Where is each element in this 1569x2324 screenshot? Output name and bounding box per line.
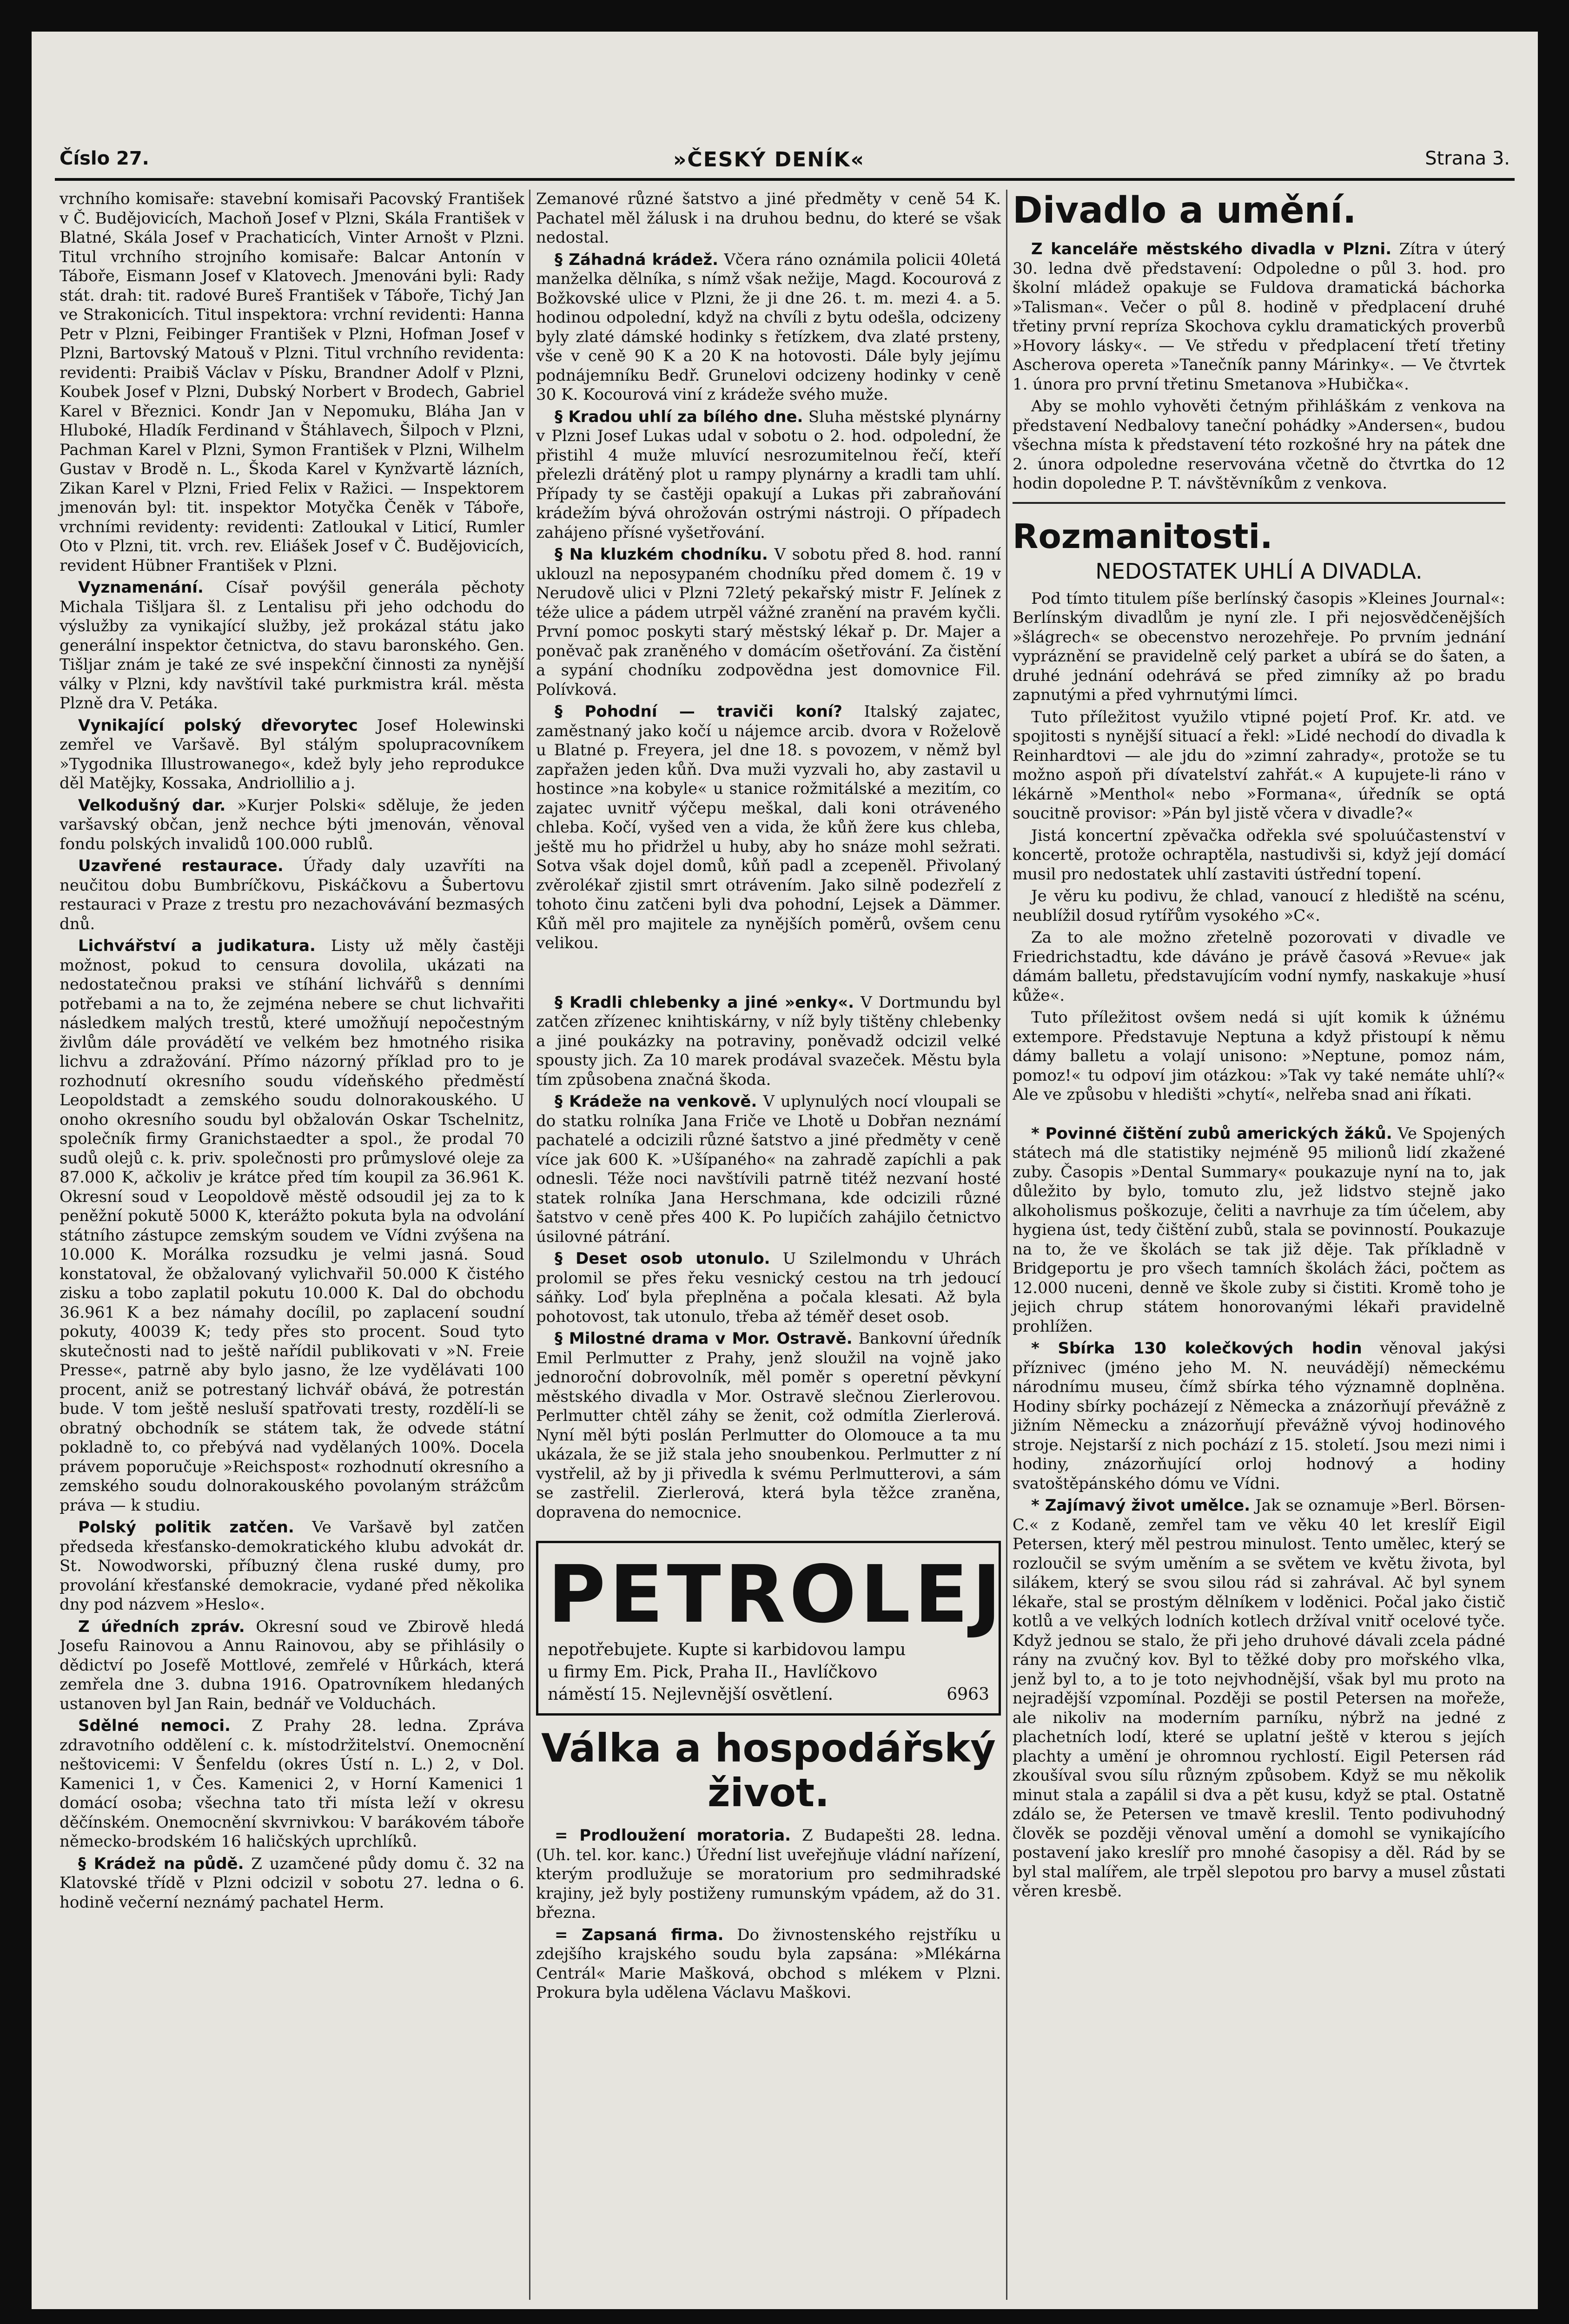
article: vrchního komisaře: stavební komisaři Pacovský František v Č. Budějovicích, Machoň Josef v Plzni, Skála František v Blatné, Skála Josef v Prachaticích, Vinter Arnošt v Plzni. Titul vrchního strojního komisaře: Balcar Antonín v Táboře, Eismann Josef v Klatovech. Jmenováni byli: Rady stát. drah: tit. radové Bureš František v Táboře, Tichý Jan ve Strakonicích. Titul inspektora: vrchní revidenti: Hanna Petr v Plzni, Feibinger František v Plzni, Hofman Josef v Plzni, Bartovský Matouš v Plzni. Titul vrchního revidenta: revidenti: Praibiš Václav v Písku, Brandner Adolf v Plzni, Koubek Josef v Plzni, Dubský Norbert v Brodech, Gabriel Karel v Březnici. Kondr Jan v Nepomuku, Bláha Jan v Hluboké, Hladík Ferdinand v Štáhlavech, Šilpoch v Plzni, Pachman Karel v Plzni, Symon František v Plzni, Wilhelm Gustav v Brodě n. L., Škoda Karel v Kynžvartě lázních, Zikan Karel v Plzni, Fried Felix v Ražici. — Inspektorem jmenován byl: tit. inspektor Motyčka Čeněk v Táboře, vrchními revidenty: revidenti: Zatloukal v Liticí, Rumler Oto v Plzni, tit. vrch. rev. Eliášek Josef v Č. Budějovicích, revident Hübner František v Plzni.	[60, 190, 524, 575]
issue-number: Číslo 27.	[60, 148, 149, 169]
ad-headline: PETROLEJ	[548, 1549, 1005, 1641]
article: Uzavřené restaurace. Úřady daly uzavříti na neučitou dobu Bumbríčkovu, Piskáčkovu a Šubertovu restauraci v Praze z trestu pro nezachovávání bezmasých dnů.	[60, 857, 524, 933]
article: * Sbírka 130 kolečkových hodin věnoval jakýsi příznivec (jméno jeho M. N. neuvádějí) německému národnímu museu, čímž sbírka tého významně doplněna. Hodiny sbírky pocházejí z Německa a znázorňují převážně z jižním Německu a znázorňují převážně vývoj hodinového stroje. Nejstarší z nich pochází z 15. století. Jsou mezi nimi i hodiny, znázorňující orloj hodnový a hodiny svatoštěpánského dómu ve Vídni.	[1013, 1339, 1505, 1493]
column-divider	[529, 190, 530, 2300]
article: § Krádež na půdě. Z uzamčené půdy domu č. 32 na Klatovské třídě v Plzni odcizil v sobotu 27. ledna o 6. hodině večerní neznámý pachatel Herm.	[60, 1854, 525, 1912]
header-rule	[55, 178, 1515, 181]
article: § Deset osob utonulo. U Szilelmondu v Uhrách prolomil se přes řeku vesnický cestou na trh jedoucí sáňky. Loď byla přeplněna a počala klesati. Až byla pohotovost, tak utonulo, třeba až téměř deset osob.	[536, 1249, 1001, 1326]
section-divider	[1013, 502, 1505, 504]
article: Sdělné nemoci. Z Prahy 28. ledna. Zpráva zdravotního oddělení c. k. místodržitelství. Onemocnění neštovicemi: V Šenfeldu (okres Ústí n. L.) 2, v Dol. Kamenici 1, v Čes. Kamenici 2, v Horní Kamenici 1 domácí osoba; všechna tato tři místa leží v okresu děčínském. Onemocnění skvrnivkou: V barákovém táboře německo-brodském 16 haličských uprchlíků.	[60, 1717, 524, 1851]
article: § Na kluzkém chodníku. V sobotu před 8. hod. ranní uklouzl na neposypaném chodníku před domem č. 19 v Nerudově ulici v Plzni 72letý pekařský mistr F. Jelínek z téže ulice a pádem utrpěl vážné zranění na pravém kyčli. První pomoc poskyti starý městský lékař p. Dr. Majer a poněvač pak zraněného v domácím ošetřování. Za čistění a sypání chodníku zodpovědna jest domovnice Fil. Polívková.	[536, 545, 1001, 699]
article: § Milostné drama v Mor. Ostravě. Bankovní úředník Emil Perlmutter z Prahy, jenž sloužil na vojně jako jednoroční dobrovolník, měl poměr s operetní pěvkyní městského divadla v Mor. Ostravě slečnou Zierlerovou. Perlmutter chtěl záhy se ženit, což odmítla Zierlerová. Nyní měl býti poslán Perlmutter do Olomouce a ta mu ukázala, že se již stala jeho snoubenkou. Perlmutter z ní vystřelil, až by ji přivedla k svému Perlmutterovi, a sám se zastřelil. Zierlerová, která byla těžce zraněna, dopravena do nemocnice.	[536, 1329, 1001, 1522]
page-header	[60, 148, 1510, 180]
article: Jistá koncertní zpěvačka odřekla své spoluúčastenství v koncertě, protože ochraptěla, nastudivši si, když její domácí musil pro nedostatek uhlí zastaviti ústřední topení.	[1013, 826, 1505, 884]
section-heading-valka: Válka a hospodářský život.	[541, 1725, 996, 1816]
newspaper-page	[32, 32, 1538, 2309]
article: Lichvářství a judikatura. Listy už měly častěji možnost, pokud to censura dovolila, ukázati na nedostatečnou praksi ve stíhání lichvářů s denními potřebami a na to, že zejména nebere se chut lichvařiti následkem malých trestů, které umožňují nepočestným živlům dále provádětí ve velkém bez hmotného risika lichvu a zdražování. Přímo názorný příklad pro to je rozhodnutí okresního soudu vídeňského předměstí Leopoldstadt a zemského soudu dolnorakouského. U onoho okresního soudu byl obžalován Oskar Tschelnitz, společník firmy Granichstaedter a spol., že prodal 70 sudů olejů c. k. priv. společnosti pro průmyslové oleje za 87.000 K, ačkoliv je krátce před tím koupil za 36.961 K. Okresní soud v Leopoldově městě odsoudil jej za to k peněžní pokutě 5000 K, kterážto pokuta byla na odvolání státního zástupce zemským soudem ve Vídni zvýšena na 10.000 K. Morálka rozsudku je velmi jasná. Soud konstatoval, že obžalovaný vylichvařil 50.000 K čistého zisku a tobo zaplatil pokutu 10.000 K. Dal do obchodu 36.961 K a bez námahy docílil, po zaplacení soudní pokuty, 40039 K; tedy přes sto procent. Soud tyto skutečnosti nad to ještě nařídil publikovati v »N. Freie Presse«, patrně aby bylo jasno, že lze vydělávati 100 procent, aniž se potrestaný lichvář obává, že potrestán bude. V tom ještě nesluší spatřovati tresty, rozdělí-li se obratný obchodník se státem tak, že odvede státní pokladně to, co přebývá nad vydělaných 100%. Docela právem poporučuje »Reichspost« rozhodnutí okresního a zemského soudu dolnorakouského povolaným strážcům práva — k studiu.	[60, 937, 524, 1515]
article: § Kradli chlebenky a jiné »enky«. V Dortmundu byl zatčen zřízenec knihtiskárny, v níž byly tištěny chlebenky a jiné poukázky na potraviny, poněvadž odcizil velké spousty jich. Za 10 marek prodával svazeček. Městu byla tím způsobena značná škoda.	[536, 993, 1001, 1089]
article: § Záhadná krádež. Včera ráno oznámila policii 40letá manželka dělníka, s nímž však nežije, Magd. Kocourová z Božkovské ulice v Plzni, že ji dne 26. t. m. mezi 4. a 5. hodinou odpolední, když na chvíli z bytu odešla, odcizeny byly zlaté dámské hodinky s řetízkem, dva zlaté prsteny, vše v ceně 90 K a 20 K na hotovosti. Dále byly jejímu podnájemníku Bedř. Grunelovi odcizeny hodinky v ceně 30 K. Kocourová viní z krádeže svého muže.	[536, 250, 1001, 404]
article: Za to ale možno zřetelně pozorovati v divadle ve Friedrichstadtu, kde dáváno je právě časová »Revue« jak dámám balletu, představujícím vodní nymfy, naskakuje »husí kůže«.	[1013, 928, 1505, 1005]
section-heading-divadlo: Divadlo a umění.	[1013, 190, 1357, 231]
column-3	[1013, 190, 1505, 1904]
article: Tuto příležitost využilo vtipné pojetí Prof. Kr. atd. ve spojitosti s nynější situací a řekl: »Lidé nechodí do divadla k Reinhardtovi — ale jdu do »zimní zahrady«, protože se tu možno aspoň při dívatelství zahřát.« A kupujete-li ráno v lékárně »Menthol« nebo »Formana«, úředník se optá soucitně provisor: »Pán byl jistě včera v divadle?«	[1013, 707, 1505, 823]
article: Je věru ku podivu, že chlad, vanoucí z hlediště na scénu, neublížil dosud rytířům vysokého »C«.	[1013, 887, 1505, 925]
article: * Povinné čištění zubů amerických žáků. Ve Spojených státech má dle statistiky nejméně 95 milionů lidí zkažené zuby. Časopis »Dental Summary« poukazuje nyní na to, jak důležito by bylo, tomuto zlu, jež lidstvo stejně jako alkoholismus poškozuje, čeliti a navrhuje za tím účelem, aby hygiena úst, tedy čištění zubů, stala se povinností. Poukazuje na to, že ve školách se tak již děje. Tak příkladně v Bridgeportu je pro všech tamních školách žáci, počtem as 12.000 nuceni, denně ve škole zuby si čistiti. Kromě toho je jejich chrup státem honorovanými lékaři pravidelně prohlížen.	[1013, 1124, 1505, 1336]
article: § Pohodní — traviči koní? Italský zajatec, zaměstnaný jako kočí u nájemce arcib. dvora v Roželově u Blatné p. Freyera, jel dne 18. s povozem, v němž byl zapřažen jeden kůň. Dva muži vyzvali ho, aby zastavil u hostince »na kobyle« u stanice rožmitálské a mezitím, co zajatec uvnitř výčepu meškal, dali koni otráveného chleba. Kočí, vyšed ven a vida, že kůň žere kus chleba, ještě mu ho přidržel u huby, aby ho snáze mohl sežrati. Sotva však dojel domů, kůň padl a zcepeněl. Přivolaný zvěrolékař zjistil smrt otrávením. Jako silně podezřelí z tohoto činu zatčeni byli dva pohodní, Lejsek a Dämmer. Kůň měl pro majitele za nynějších poměrů, ovšem cenu velikou.	[536, 702, 1001, 952]
article: Polský politik zatčen. Ve Varšavě byl zatčen předseda křesťansko-demokratického klubu advokát dr. St. Nowodworski, příbuzný člena ruské dumy, pro provolání křesťanské demokracie, vydané před několika dny pod názvem »Heslo«.	[60, 1518, 525, 1614]
article: Vyznamenání. Císař povýšil generála pěchoty Michala Tišljara šl. z Lentalisu při jeho odchodu do výslužby za vynikající služby, jež prokázal státu jako generální inspektor četnictva, do stavu baronského. Gen. Tišljar znám je také ze své inspekční činnosti za nynější války v Plzni, kdy navštívil také purkmistra král. města Plzně dra V. Petáka.	[60, 578, 524, 713]
newspaper-title: »ČESKÝ DENÍK«	[673, 148, 865, 172]
column-divider	[1006, 190, 1007, 2300]
petrolej-advertisement	[536, 1541, 1005, 1716]
article: Z úředních zpráv. Okresní soud ve Zbirově hledá Josefu Rainovou a Annu Rainovou, aby se přihlásily o dědictví po Josefě Mottlové, zemřelé v Hůrkách, která zemřela dne 3. dubna 1916. Opatrovníkem hledaných ustanoven byl Jan Rain, bednář ve Volduchách.	[60, 1617, 525, 1713]
article: Pod tímto titulem píše berlínský časopis »Kleines Journal«: Berlínským divadlům je nyní zle. I při nejosvědčenějších »šlágrech« se obecenstvo nerozehřeje. Po prvním jednání vypráznění se pravidelně celý parket a ubírá se do šaten, a druhé jednání odehrává se před zimníky až po bradu zapnutými a před vyhrnutými límci.	[1013, 589, 1505, 704]
article: = Prodloužení moratoria. Z Budapešti 28. ledna. (Uh. tel. kor. kanc.) Úřední list uveřejňuje vládní nařízení, kterým prodlužuje se moratorium pro sedmihradské krajiny, jež byly postiženy rumunským vpádem, až do 31. března.	[536, 1826, 1001, 1922]
column-2	[536, 190, 1005, 2006]
article: Z kanceláře městského divadla v Plzni. Zítra v úterý 30. ledna dvě představení: Odpoledne o půl 3. hod. pro školní mládež opakuje se Fuldova dramatická báchorka »Talisman«. Večer o půl 8. hodině v předplacení druhé třetiny první repríza Skochova cyklu dramatických proverbů »Hovory lásky«. — Ve středu v předplacení třetí třetiny Ascherova opereta »Tanečník panny Márinky«. — Ve čtvrtek 1. února pro první třetinu Smetanova »Hubička«.	[1013, 240, 1506, 394]
article: § Kradou uhlí za bílého dne. Sluha městské plynárny v Plzni Josef Lukas udal v sobotu o 2. hod. odpolední, že přistihl 4 muže mluvící nesrozumitelnou řečí, kteří přelezli drátěný plot u rampy plynárny a kradli tam uhlí. Případy ty se častěji opakují a Lukas při zabraňování krádežím bývá ohrožován ostrými nástroji. O případech zahájeno přísné vyšetřování.	[536, 407, 1001, 542]
article: Velkodušný dar. »Kurjer Polski« sděluje, že jeden varšavský občan, jenž nechce býti jmenován, věnoval fondu polských invalidů 100.000 rublů.	[60, 796, 525, 853]
column-1	[60, 190, 524, 1915]
article: Vynikající polský dřevorytec Josef Holewinski zemřel ve Varšavě. Byl stálým spolupracovníkem »Tygodnika Illustrowanego«, kdež byly jeho reprodukce děl Matějky, Kossaka, Andriollilio a j.	[60, 716, 524, 792]
article: Zemanové různé šatstvo a jiné předměty v ceně 54 K. Pachatel měl žálusk i na druhou bednu, do které se však nedostal.	[536, 190, 1001, 247]
article: * Zajímavý život umělce. Jak se oznamuje »Berl. Börsen-C.« z Kodaně, zemřel tam ve věku 40 let kreslíř Eigil Petersen, který měl pestrou minulost. Tento umělec, který se rozloučil se svým uměním a se světem ve květu života, byl silákem, který se svou silou rád si zahrával. Ač byl synem lékaře, stal se prostým dělníkem v loděnici. Počal jako čistič kotlů a ve velkých lodních kotlech držíval vnitř ocelové tyče. Když jednou se stalo, že při jeho druhové dávali zcela pádné rány na zvučný kov. Byl to těžké doby pro mořského vlka, jenž byl to, a to je toto nejvhodnější, však byl mu proto na nejradější vzpomínal. Později se postil Petersen na mořeže, ale nikoliv na moderním parníku, nýbrž na jedné z plachetních lodí, které se uplatní ještě v kterou s jejích plachty a umění je ohromnou rychlostí. Eigil Petersen rád zkoušíval svou sílu různým způsobem. Když se mu několik minut stala a zapálil si dva a pět kusu, když se ptal. Ostatně zdálo se, že Petersen ve tmavě kreslil. Tento podivuhodný člověk se později věnoval umění a domohl se vynikajícího postavení jako kreslíř pro mnohé časopisy a děl. Rád by se byl stal malířem, ale trpěl slepotou pro barvy a musel zůstati věren kresbě.	[1013, 1496, 1505, 1901]
page-number: Strana 3.	[1425, 148, 1510, 169]
article-title: NEDOSTATEK UHLÍ A DIVADLA.	[1095, 558, 1423, 584]
section-heading-rozmanitosti: Rozmanitosti.	[1013, 516, 1273, 556]
article: § Krádeže na venkově. V uplynulých nocí vloupali se do statku rolníka Jana Friče ve Lhotě u Dobřan neznámí pachatelé a odcizili různé šatstvo a jiné předměty v ceně více jak 600 K. »Ušípaného« na zahradě zapíchli a pak odnesli. Téže noci navštívili patrně titéž nezvaní hosté statek rolníka Jana Herschmana, kde odcizili různé šatstvo v ceně přes 400 K. Po lupičích zahájilo četnictvo úsilovné pátrání.	[536, 1092, 1001, 1246]
article: Tuto příležitost ovšem nedá si ujít komik k úžnému extempore. Představuje Neptuna a když přistoupí k němu dámy balletu a volají unisono: »Neptune, pomoz nám, pomoz!« tu odpoví jim otázkou: »Tak vy také nemáte uhlí?« Ale ve způsobu v hledišti »chytí«, nelřeba snad ani říkati.	[1013, 1008, 1505, 1104]
article: = Zapsaná firma. Do živnostenského rejstříku u zdejšího krajského soudu byla zapsána: »Mlékárna Centrál« Marie Mašková, obchod s mlékem v Plzni. Prokura byla udělena Václavu Maškovi.	[536, 1925, 1001, 2002]
ad-text: nepotřebujete. Kupte si karbidovou lampu u firmy Em. Pick, Praha II., Havlíčkovo náměstí 15. Nejlevnější osvětlení. 6963	[548, 1639, 989, 1706]
ad-number: 6963	[947, 1685, 989, 1704]
article: Aby se mohlo vyhověti četným přihláškám z venkova na představení Nedbalovy taneční pohádky »Andersen«, budou všechna místa k představení této rozkošné hry na pátek dne 2. února odpoledne reservována včetně do čtvrtka do 12 hodin dopoledne P. T. návštěvníkům z venkova.	[1013, 397, 1505, 493]
